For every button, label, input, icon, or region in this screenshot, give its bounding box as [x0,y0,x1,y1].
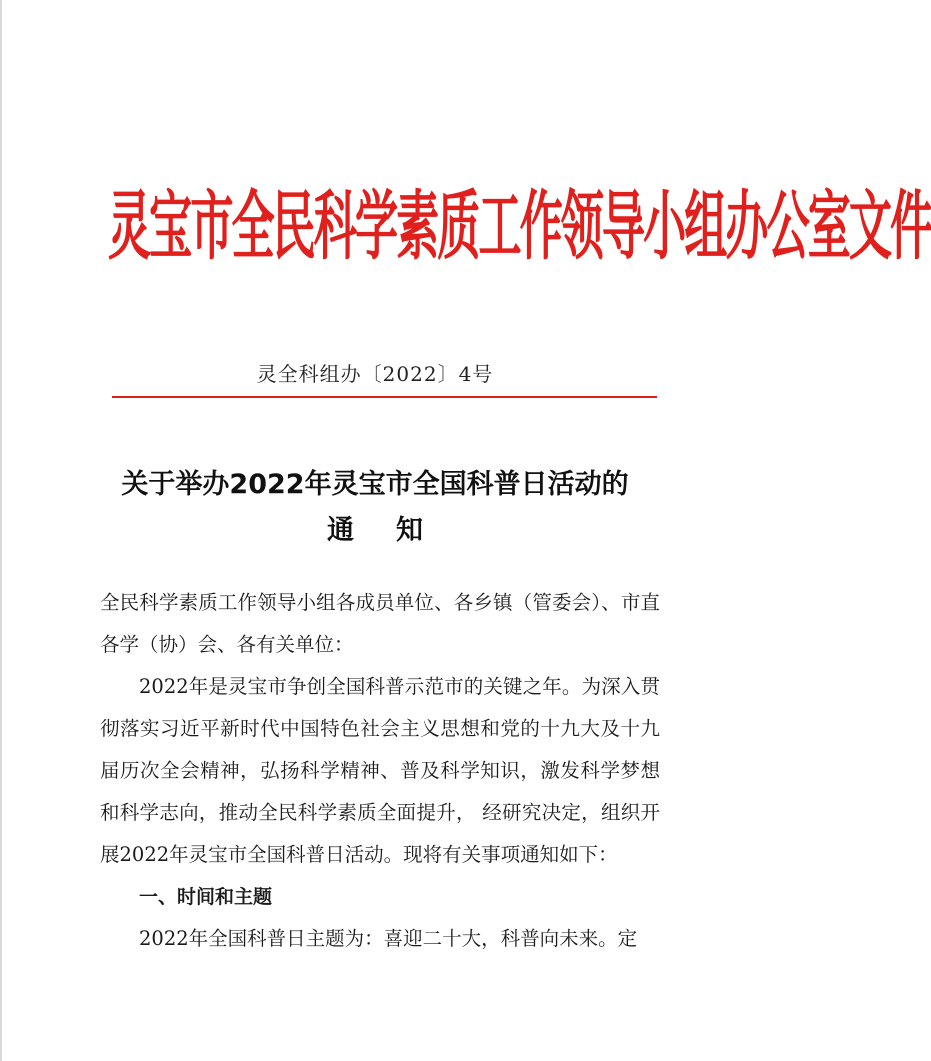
section-heading: 一、时间和主题 [139,886,273,908]
document-number: 灵全科组办〔2022〕4号 [256,362,494,386]
document-header: 灵宝市全民科学素质工作领导小组办公室文件 [108,183,931,271]
document-title-line1: 关于举办2022年灵宝市全国科普日活动的 [121,469,629,500]
paragraph: 2022年全国科普日主题为：喜迎二十大，科普向未来。定 [139,927,638,950]
salutation: 全民科学素质工作领导小组各成员单位、各乡镇（管委会）、市直各学（协）会、各有关单位： [100,591,660,656]
paragraph: 2022年是灵宝市争创全国科普示范市的关键之年。为深入贯彻落实习近平新时代中国特色社会主义思想和党的十九大及十九届历次全会精神，弘扬科学精神、普及科学知识，激发科学梦想和科学志向，推动全民科学素质全面提升， 经研究决定，组织开展2022年灵宝市全国科普日活动。现将有关事项通知如下： [100,675,660,866]
document-body [100,582,660,960]
red-divider [112,396,657,398]
document-title [0,462,750,554]
document-title-line2: 通知 [327,515,465,546]
